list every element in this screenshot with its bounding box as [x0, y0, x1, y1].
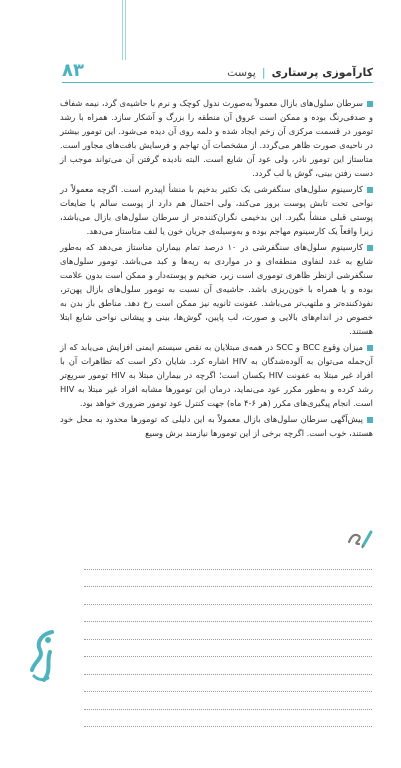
note-line	[84, 622, 372, 640]
title-separator: |	[261, 66, 266, 79]
bullet-square-icon	[367, 345, 373, 351]
pen-notes-icon	[345, 526, 375, 550]
running-title	[227, 63, 373, 83]
paragraph	[60, 340, 373, 410]
paragraph-text: کارسینوم سلول‌های سنگفرشی یک تکثیر بدخیم با منشأ اپیدرم است. اگرچه معمولاً در نواحی تحت تابش پوست بروز می‌کند، ولی احتمال هم دارد از پوست سالم یا ضایعات پوستی قبلی منشأ بگیرد. این بدخیمی نگران‌کننده‌تر از سرطان سلول‌های بازال می‌باشد، زیرا واقعاً یک کارسینوم مهاجم بوده و به‌وسیله‌ی جریان خون یا لنف متاستاز می‌دهد.	[60, 184, 373, 236]
paragraph	[60, 182, 373, 238]
header-decor-line	[125, 0, 126, 60]
page-number: ۸۳	[62, 60, 84, 81]
bullet-square-icon	[367, 245, 373, 251]
note-line	[84, 657, 372, 675]
bullet-square-icon	[367, 187, 373, 193]
note-line	[84, 710, 372, 728]
body-text	[60, 96, 373, 442]
paragraph-text: سرطان سلول‌های بازال معمولاً به‌صورت ندول کوچک و نرم با حاشیه‌ی گرد، نیمه شفاف و صدفی‌رنگ بوده و ممکن است عروق آن منطقه را بزرگ و آشکار سازد. همراه با رشد تومور در قسمت مرکزی آن زخم ایجاد شده و دلمه روی آن دیده می‌شود. این تومور بیشتر در ناحیه‌ی صورت ظاهر می‌گردد. از مشخصات آن تهاجم و فرسایش بافت‌های مجاور است. متاستاز این تومور نادر، ولی عود آن شایع است. البته نادیده گرفتن آن می‌تواند موجب از دست رفتن بینی، گوش یا لب گردد.	[60, 98, 373, 178]
section-name: پوست	[227, 66, 256, 79]
paragraph	[60, 96, 373, 180]
paragraph	[60, 412, 373, 440]
note-line	[84, 675, 372, 693]
paragraph-text: میزان وقوع BCC و SCC در همه‌ی مبتلایان به نقص سیستم ایمنی افزایش می‌یابد که از آن‌جمله می‌توان به آلوده‌شدگان به HIV اشاره کرد. شایان ذکر است که تظاهرات آن با افراد غیر مبتلا به عفونت HIV یکسان است؛ اگرچه در بیماران مبتلا به HIV تومور سریع‌تر رشد کرده و به‌طور مکرر عود می‌نماید، درمان این تومورها مشابه افراد غیر مبتلا به HIV است. انجام پیگیری‌های مکرر (هر ۶-۴ ماه) جهت کنترل عود تومور ضروری خواهد بود.	[60, 342, 374, 408]
paragraph-text: پیش‌آگهی سرطان سلول‌های بازال معمولاً به این دلیلی که تومورها محدود به محل خود هستند، خوب است. اگرچه برخی از این تومورها نیازمند برش وسیع	[60, 414, 373, 438]
note-line	[84, 605, 372, 623]
bullet-square-icon	[367, 101, 373, 107]
note-line	[84, 587, 372, 605]
header-decor-line	[122, 0, 123, 60]
book-logo-icon	[26, 628, 60, 686]
book-title: کارآموزی پرستاری	[271, 66, 373, 79]
note-line	[84, 570, 372, 588]
note-line	[84, 692, 372, 710]
page-header	[0, 0, 401, 86]
bullet-square-icon	[367, 417, 373, 423]
paragraph	[60, 240, 373, 338]
paragraph-text: کارسینوم سلول‌های سنگفرشی در ۱۰ درصد تمام بیماران متاستاز می‌دهد که به‌طور شایع به غدد لنفاوی منطقه‌ای و در مواردی به ریه‌ها و کبد می‌باشد. تومور سلول‌های سنگفرشی ازنظر ظاهری توموری است زبر، ضخیم و پوسته‌دار و ممکن است بدون علامت بوده و یا همراه با خون‌ریزی باشد. حاشیه‌ی آن نسبت به تومور سلول‌های بازال پهن‌تر، نفوذکننده‌تر و ملتهب‌تر می‌باشد. عفونت ثانویه نیز ممکن است رخ دهد. مناطق باز بدن به خصوص در اندام‌های بالایی و صورت، لب پایین، گوش‌ها، بینی و پیشانی نواحی شایع ابتلا هستند.	[60, 242, 373, 336]
note-line	[84, 640, 372, 658]
note-line	[84, 552, 372, 570]
notes-area[interactable]	[84, 552, 372, 727]
